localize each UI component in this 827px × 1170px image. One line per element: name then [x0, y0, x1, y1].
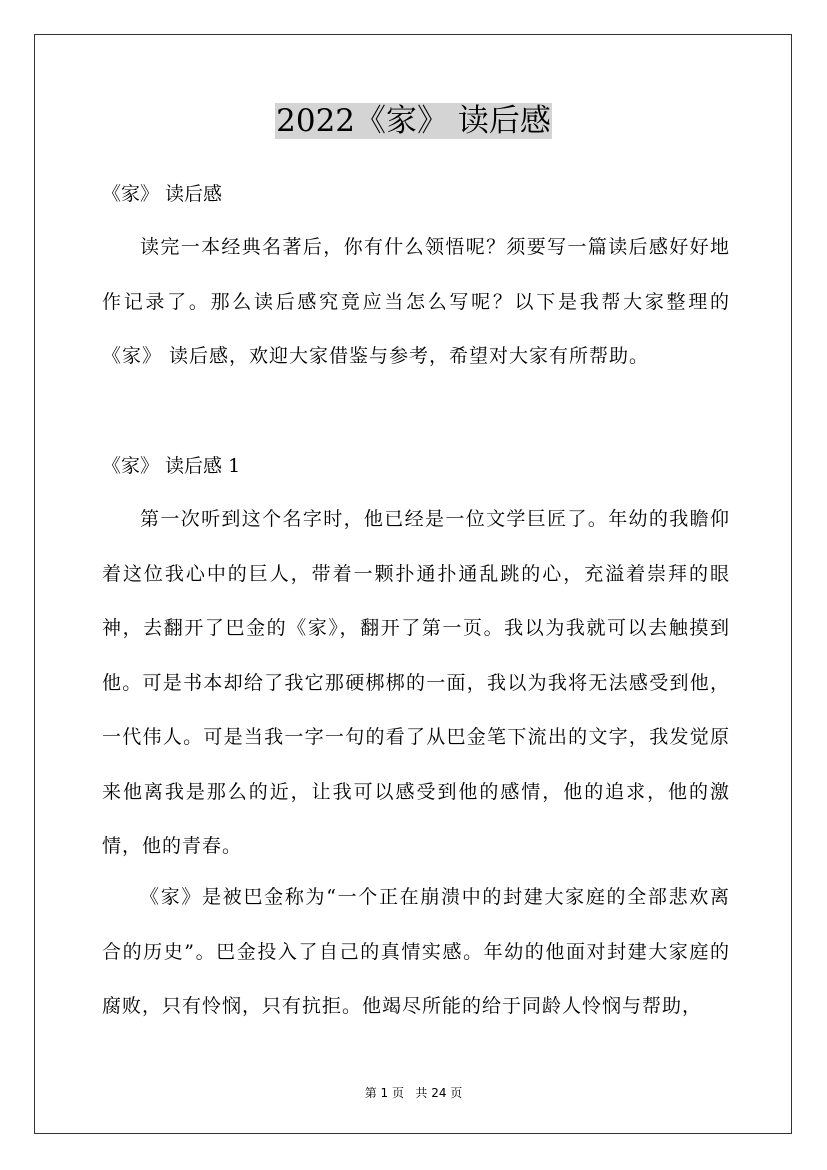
document-subtitle: 《家》 读后感 — [102, 183, 223, 205]
page-footer: 第 1 页 共 24 页 — [364, 1086, 463, 1100]
body-paragraph: 第一次听到这个名字时，他已经是一位文学巨匠了。年幼的我瞻仰着这位我心中的巨人，带着一颗扑通扑通乱跳的心，充溢着崇拜的眼神，去翻开了巴金的《家》，翻开了第一页。我以为我就可以去触摸到他。可是书本却给了我它那硬梆梆的一面，我以为我将无法感受到他，一代伟人。可是当我一字一句的看了从巴金笔下流出的文字，我发觉原来他离我是那么的近，让我可以感受到他的感情，他的追求，他的激情，他的青春。 — [102, 508, 730, 857]
document-title-text: 2022《家》 读后感 — [276, 103, 551, 139]
intro-paragraph: 读完一本经典名著后，你有什么领悟呢？须要写一篇读后感好好地作记录了。那么读后感究竟应当怎么写呢？以下是我帮大家整理的《家》 读后感，欢迎大家借鉴与参考，希望对大家有所帮助。 — [102, 236, 730, 367]
document-title — [0, 101, 827, 141]
body-paragraph: 《家》是被巴金称为“一个正在崩溃中的封建大家庭的全部悲欢离合的历史”。巴金投入了自己的真情实感。年幼的他面对封建大家庭的腐败，只有怜悯，只有抗拒。他竭尽所能的给于同龄人怜悯与帮助， — [102, 886, 730, 1017]
section-heading: 《家》 读后感 1 — [102, 455, 241, 477]
